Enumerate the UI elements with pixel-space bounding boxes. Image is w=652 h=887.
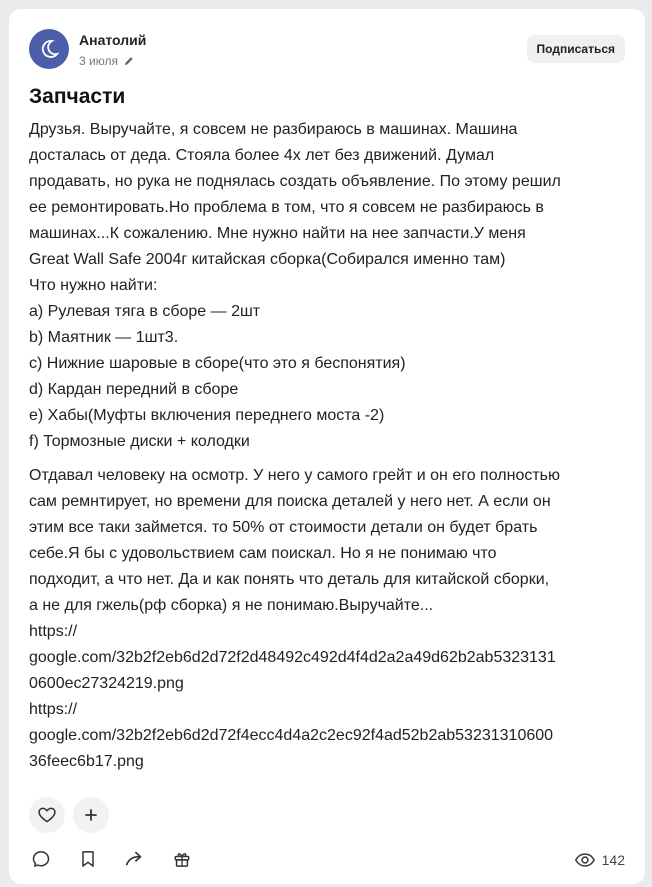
bookmark-button[interactable] <box>76 847 100 871</box>
moon-icon <box>37 37 61 61</box>
post-card <box>9 9 645 884</box>
post-date-text: 3 июля <box>79 54 118 68</box>
body-line: Отдавал человеку на осмотр. У него у самого грейт и он его полностью <box>29 467 560 484</box>
post-title: Запчасти <box>29 85 126 108</box>
body-line: Что нужно найти: <box>29 277 158 294</box>
body-line: досталась от деда. Стояла более 4х лет без движений. Думал <box>29 147 495 164</box>
view-count: 142 <box>601 852 625 868</box>
body-line: машинах...К сожалению. Мне нужно найти на нее запчасти.У меня <box>29 225 526 242</box>
gift-icon <box>172 849 192 869</box>
post-body <box>29 117 629 775</box>
like-button[interactable] <box>29 797 65 833</box>
post-header <box>29 29 625 73</box>
body-line: Great Wall Safe 2004г китайская сборка(Собирался именно там) <box>29 251 506 268</box>
action-bar <box>29 847 625 871</box>
eye-icon <box>574 849 596 871</box>
list-item: d) Кардан передний в сборе <box>29 381 239 398</box>
pencil-icon <box>124 56 134 66</box>
list-item: a) Рулевая тяга в сборе — 2шт <box>29 303 261 320</box>
list-item: c) Нижние шаровые в сборе(что это я беспонятия) <box>29 355 406 372</box>
bookmark-icon <box>78 849 98 869</box>
heart-icon <box>37 805 57 825</box>
list-item: e) Хабы(Муфты включения переднего моста -2) <box>29 407 385 424</box>
subscribe-button[interactable]: Подписаться <box>527 35 625 63</box>
paragraph-1 <box>29 117 629 455</box>
paragraph-2 <box>29 463 629 775</box>
share-button[interactable] <box>123 847 147 871</box>
link-line: https:// <box>29 701 78 718</box>
body-line: подходит, а что нет. Да и как понять что деталь для китайской сборки, <box>29 571 550 588</box>
body-line: а не для гжель(рф сборка) я не понимаю.Выручайте... <box>29 597 434 614</box>
link-line: https:// <box>29 623 78 640</box>
post-date <box>79 54 134 68</box>
list-item: b) Маятник — 1шт3. <box>29 329 179 346</box>
link-line: google.com/32b2f2eb6d2d72f2d48492c492d4f4d2a2a49d62b2ab5323131 <box>29 649 556 666</box>
link-line: google.com/32b2f2eb6d2d72f4ecc4d4a2c2ec92f4ad52b2ab53231310600 <box>29 727 554 744</box>
list-item: f) Тормозные диски + колодки <box>29 433 250 450</box>
body-line: ее ремонтировать.Но проблема в том, что я совсем не разбираюсь в <box>29 199 544 216</box>
author-name[interactable]: Анатолий <box>79 32 147 48</box>
body-line: этим все таки займется. то 50% от стоимости детали он будет брать <box>29 519 538 536</box>
link-line: 36feec6b17.png <box>29 753 144 770</box>
body-line: себе.Я бы с удовольствием сам поискал. Но я не понимаю что <box>29 545 497 562</box>
add-reaction-button[interactable] <box>73 797 109 833</box>
comment-button[interactable] <box>29 847 53 871</box>
body-line: продавать, но рука не поднялась создать объявление. По этому решил <box>29 173 561 190</box>
plus-icon <box>83 807 99 823</box>
gift-button[interactable] <box>170 847 194 871</box>
link-line: 0600ec27324219.png <box>29 675 184 692</box>
reaction-bar <box>29 797 109 833</box>
share-icon <box>124 848 146 870</box>
body-line: сам ремнтирует, но времени для поиска деталей у него нет. А если он <box>29 493 551 510</box>
view-counter <box>574 849 625 871</box>
comment-icon <box>31 849 51 869</box>
avatar[interactable] <box>29 29 69 69</box>
body-line: Друзья. Выручайте, я совсем не разбираюсь в машинах. Машина <box>29 121 518 138</box>
